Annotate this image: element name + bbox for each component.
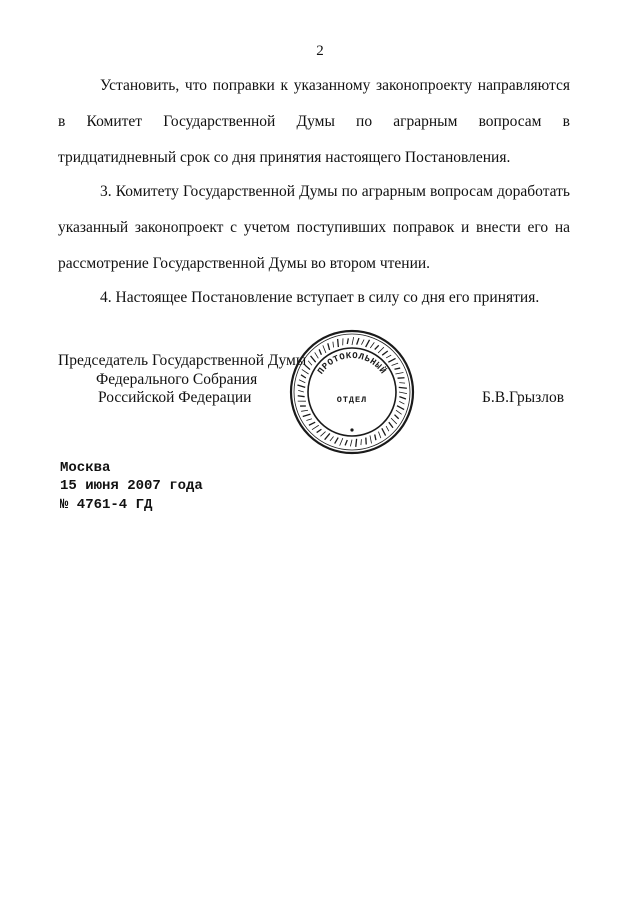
seal-ring-glyph bbox=[301, 410, 308, 411]
seal-ring-glyph bbox=[320, 432, 325, 437]
seal-ring-glyph bbox=[399, 397, 406, 399]
seal-ring-glyph bbox=[378, 347, 384, 353]
seal-ring-glyph bbox=[298, 396, 305, 397]
seal-ring-glyph bbox=[350, 440, 352, 447]
seal-ring-glyph bbox=[297, 385, 305, 387]
seal-ring-glyph bbox=[328, 343, 330, 350]
seal-ring-glyph bbox=[370, 342, 374, 348]
official-seal-stamp bbox=[288, 328, 416, 456]
seal-ring-glyph bbox=[396, 410, 402, 414]
seal-ring-glyph bbox=[399, 392, 407, 394]
seal-ring-glyph bbox=[375, 435, 376, 441]
signatory-title-line-1: Председатель Государственной Думы bbox=[58, 352, 307, 369]
seal-ring-glyph bbox=[303, 414, 311, 416]
seal-ring-glyph bbox=[399, 387, 407, 388]
seal-ring-glyph bbox=[330, 437, 334, 442]
seal-ring-glyph bbox=[397, 406, 404, 410]
seal-ring-glyph bbox=[382, 351, 388, 355]
seal-ring-glyph bbox=[357, 338, 359, 345]
seal-ring-glyph bbox=[299, 380, 305, 383]
seal-ring-glyph bbox=[366, 340, 370, 347]
seal-ring-glyph bbox=[389, 422, 393, 428]
seal-text-center: ОТДЕЛ bbox=[336, 395, 368, 405]
seal-ring-glyph bbox=[386, 426, 389, 431]
seal-ring-glyph bbox=[352, 337, 354, 345]
seal-ring-glyph bbox=[298, 390, 304, 392]
seal-ring-glyph bbox=[323, 345, 326, 353]
seal-ring-glyph bbox=[317, 429, 322, 432]
seal-ring-glyph bbox=[301, 375, 306, 378]
seal-ring-glyph bbox=[392, 363, 399, 365]
seal-ring-glyph bbox=[333, 342, 334, 348]
seal-ring-glyph bbox=[309, 422, 315, 425]
seal-ring-glyph bbox=[305, 365, 310, 370]
seal-ring-glyph bbox=[395, 415, 399, 419]
footer-city: Москва bbox=[60, 460, 111, 476]
footer-date: 15 июня 2007 года bbox=[60, 478, 203, 494]
seal-ring-glyph bbox=[311, 356, 316, 362]
seal-dot bbox=[350, 428, 353, 431]
seal-ring-glyph bbox=[338, 339, 339, 347]
seal-ring-glyph bbox=[315, 352, 319, 358]
seal-ring-glyph bbox=[370, 435, 372, 443]
seal-ring-glyph bbox=[399, 401, 404, 404]
seal-ring-glyph bbox=[388, 358, 395, 362]
seal-ring-glyph bbox=[325, 433, 330, 439]
page-number: 2 bbox=[316, 43, 324, 59]
seal-text-top: ПРОТОКОЛЬНЫЙ bbox=[315, 350, 389, 377]
seal-ring-glyph bbox=[378, 432, 380, 439]
seal-ring-glyph bbox=[395, 368, 401, 369]
seal-ring-glyph bbox=[356, 439, 357, 447]
seal-ring-glyph bbox=[306, 419, 312, 421]
svg-text:ПРОТОКОЛЬНЫЙ bbox=[316, 351, 389, 377]
seal-ring-glyph bbox=[319, 349, 321, 354]
footer-document-number: № 4761-4 ГД bbox=[60, 497, 153, 513]
signatory-title-line-2: Федерального Собрания bbox=[96, 371, 258, 388]
seal-ring-glyph bbox=[386, 355, 391, 358]
seal-ring-glyph bbox=[391, 418, 397, 424]
seal-ring-glyph bbox=[340, 438, 343, 446]
seal-ring-glyph bbox=[312, 425, 319, 429]
signatory-title-line-3: Российской Федерации bbox=[98, 389, 252, 406]
seal-ring-glyph bbox=[345, 440, 347, 445]
paragraph-amendments-deadline: Установить, что поправки к указанному законопроекту направляются в Комитет Государственной Думы по аграрным вопросам в тридцатидневный срок со дня принятия настоящего Постановления. bbox=[58, 77, 570, 166]
seal-ring-glyph bbox=[382, 428, 386, 435]
seal-ring-glyph bbox=[347, 338, 348, 344]
signatory-name: Б.В.Грызлов bbox=[482, 389, 565, 406]
paragraph-entry-into-force: 4. Настоящее Постановление вступает в силу со дня его принятия. bbox=[100, 289, 540, 306]
seal-ring-glyph bbox=[375, 345, 379, 349]
seal-ring-glyph bbox=[395, 372, 403, 374]
seal-ring-glyph bbox=[308, 361, 312, 365]
seal-ring-glyph bbox=[335, 438, 339, 444]
seal-ring-glyph bbox=[302, 369, 309, 374]
paragraph-committee-revision: 3. Комитету Государственной Думы по аграрным вопросам доработать указанный законопроект с учетом поступивших поправок и внести его на рассмотрение Государственной Думы во втором чтении. bbox=[58, 183, 570, 272]
seal-ring-glyph bbox=[361, 340, 364, 345]
